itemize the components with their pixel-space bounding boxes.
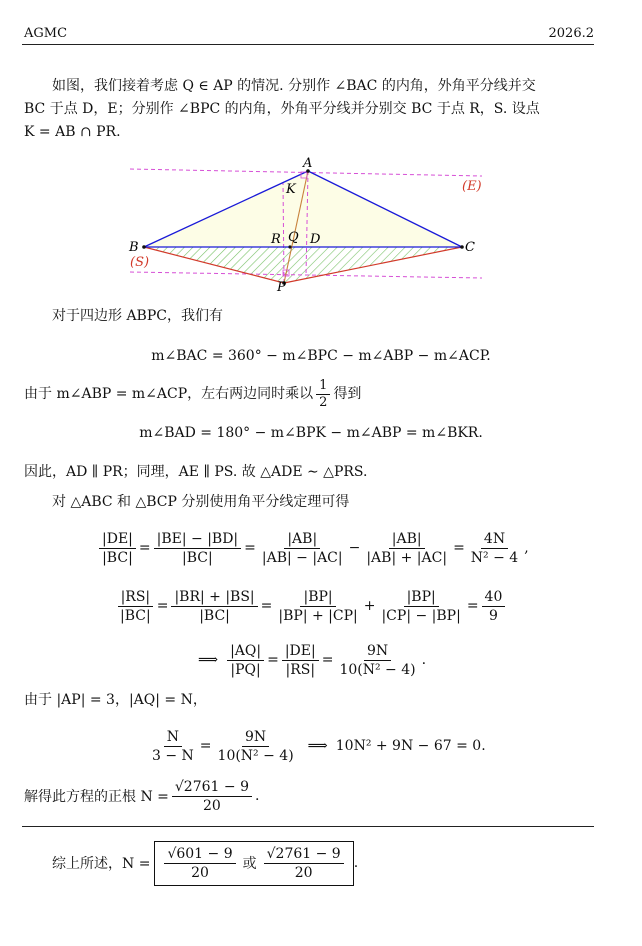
frac-num: |AQ|	[227, 643, 264, 661]
frac-num: |DE|	[282, 643, 319, 661]
frac-num: |AB|	[284, 531, 320, 549]
frac-den: |AB| − |AC|	[261, 549, 343, 566]
label-p: P	[277, 280, 286, 295]
period: .	[353, 855, 359, 871]
minus-sign: −	[348, 540, 361, 556]
frac-num: |BP|	[404, 589, 439, 607]
intro-line-3: K = AB ∩ PR.	[24, 124, 121, 140]
frac-de-bc	[99, 531, 136, 566]
frac-40-9	[482, 589, 506, 624]
header-right: 2026.2	[548, 26, 594, 41]
frac-den: 10(N² − 4)	[339, 661, 416, 678]
intro-line-1: 如图，我们接着考虑 Q ∈ AP 的情况. 分别作 ∠BAC 的内角，外角平分线并交	[52, 78, 536, 94]
root-lead: 解得此方程的正根 N =	[24, 789, 169, 805]
equation-row-rs-bc	[114, 582, 508, 630]
frac-den: |RS|	[285, 661, 316, 678]
frac-den: 3 − N	[152, 747, 194, 764]
frac-num: 9N	[364, 643, 391, 661]
paragraph-halve	[24, 378, 361, 410]
conclusion-lead: 综上所述，N =	[52, 856, 151, 872]
answer-box	[154, 841, 353, 886]
frac-den: |CP| − |BP|	[381, 607, 461, 624]
answer-b	[264, 846, 344, 881]
equals-sign: =	[267, 652, 279, 668]
equals-sign: =	[321, 652, 334, 668]
fraction-half-num: 1	[316, 379, 330, 395]
paragraph-bisector-theorem: 对 △ABC 和 △BCP 分别使用角平分线定理可得	[52, 494, 350, 510]
frac-num: |AB|	[389, 531, 425, 549]
fraction-half	[316, 379, 330, 410]
period: .	[254, 788, 260, 804]
paragraph-given: 由于 |AP| = 3，|AQ| = N，	[24, 692, 207, 708]
equals-sign: =	[199, 738, 212, 754]
frac-den: |BC|	[102, 549, 133, 566]
equation-angle-bad: m∠BAD = 180° − m∠BPK − m∠ABP = m∠BKR.	[139, 425, 483, 441]
label-s: (S)	[130, 255, 150, 270]
frac-den: |BC|	[199, 607, 230, 624]
label-k: K	[286, 182, 296, 197]
frac-den: N² − 4	[470, 549, 519, 566]
equals-sign: =	[260, 598, 273, 614]
frac-aq-pq	[227, 643, 264, 678]
paragraph-halve-lead: 由于 m∠ABP = m∠ACP，左右两边同时乘以	[24, 386, 314, 402]
fraction-half-den: 2	[319, 394, 328, 410]
frac-be-bd	[154, 531, 242, 566]
paragraph-similar: 因此，AD ∥ PR；同理，AE ∥ PS. 故 △ADE ∼ △PRS.	[24, 464, 368, 480]
frac-num: |BE| − |BD|	[154, 531, 242, 549]
frac-9n-10	[215, 729, 297, 764]
frac-den: |BC|	[182, 549, 213, 566]
frac-den: |BP| + |CP|	[278, 607, 358, 624]
frac-den: |BC|	[120, 607, 151, 624]
comma: ,	[524, 540, 529, 556]
paragraph-positive-root	[24, 774, 259, 818]
point-b	[142, 245, 146, 249]
geometry-figure	[120, 150, 500, 295]
frac-num: N	[164, 729, 182, 747]
frac-9n	[336, 643, 418, 678]
equation-row-de-bc	[96, 524, 529, 572]
frac-num: |DE|	[99, 531, 136, 549]
frac-den: 20	[191, 864, 209, 881]
frac-num: 4N	[481, 531, 508, 549]
label-b: B	[129, 240, 139, 255]
label-e: (E)	[462, 179, 482, 194]
equation-row-quadratic	[146, 722, 486, 770]
implies-arrow: ⟹	[307, 738, 328, 754]
frac-bp-sum	[275, 589, 360, 624]
frac-den: 9	[489, 607, 498, 624]
label-q: Q	[288, 230, 299, 245]
frac-ab-sum	[363, 531, 450, 566]
frac-ab-diff	[259, 531, 346, 566]
frac-br-bs	[171, 589, 257, 624]
intro-line-2: BC 于点 D，E；分别作 ∠BPC 的内角，外角平分线并分别交 BC 于点 R，S. 设点	[24, 101, 540, 117]
triangle-abc-fill	[144, 171, 462, 247]
frac-bp-diff	[378, 589, 463, 624]
frac-den: 10(N² − 4)	[217, 747, 294, 764]
label-d: D	[310, 232, 321, 247]
frac-num: 9N	[242, 729, 269, 747]
frac-rs-bc	[117, 589, 154, 624]
equation-row-aq-pq	[198, 636, 426, 684]
equation-angle-bac: m∠BAC = 360° − m∠BPC − m∠ABP − m∠ACP.	[151, 348, 491, 364]
period: .	[421, 652, 427, 668]
frac-den: |PQ|	[230, 661, 261, 678]
frac-num: |BP|	[300, 589, 335, 607]
frac-root	[172, 779, 252, 814]
header-left: AGMC	[24, 26, 68, 41]
or-word: 或	[242, 856, 257, 872]
equals-sign: =	[466, 598, 479, 614]
quadratic-equation: 10N² + 9N − 67 = 0.	[335, 738, 486, 754]
conclusion-row	[52, 838, 358, 888]
paragraph-halve-tail: 得到	[333, 386, 362, 402]
frac-num: |BR| + |BS|	[171, 589, 257, 607]
paragraph-quadrilateral: 对于四边形 ABPC，我们有	[52, 308, 223, 324]
frac-num: √2761 − 9	[264, 846, 344, 864]
implies-arrow: ⟹	[198, 652, 219, 668]
plus-sign: +	[363, 598, 376, 614]
frac-num: √2761 − 9	[172, 779, 252, 797]
label-a: A	[303, 156, 313, 171]
label-r: R	[271, 232, 281, 247]
triangle-bpc-hatch	[144, 247, 462, 283]
point-q	[288, 245, 291, 248]
frac-num: |RS|	[118, 589, 154, 607]
frac-num: 40	[482, 589, 506, 607]
equals-sign: =	[156, 598, 169, 614]
frac-4n	[468, 531, 521, 566]
frac-n-3mn	[149, 729, 197, 764]
header-rule	[22, 44, 594, 45]
frac-den: |AB| + |AC|	[366, 549, 448, 566]
equals-sign: =	[453, 540, 465, 556]
frac-den: 20	[294, 864, 313, 881]
point-c	[460, 245, 464, 249]
frac-num: √601 − 9	[164, 846, 235, 864]
equals-sign: =	[138, 540, 151, 556]
frac-de-rs	[282, 643, 319, 678]
frac-den: 20	[203, 797, 221, 814]
answer-a	[164, 846, 235, 881]
label-c: C	[465, 240, 475, 255]
equals-sign: =	[244, 540, 256, 556]
conclusion-rule	[22, 826, 594, 827]
